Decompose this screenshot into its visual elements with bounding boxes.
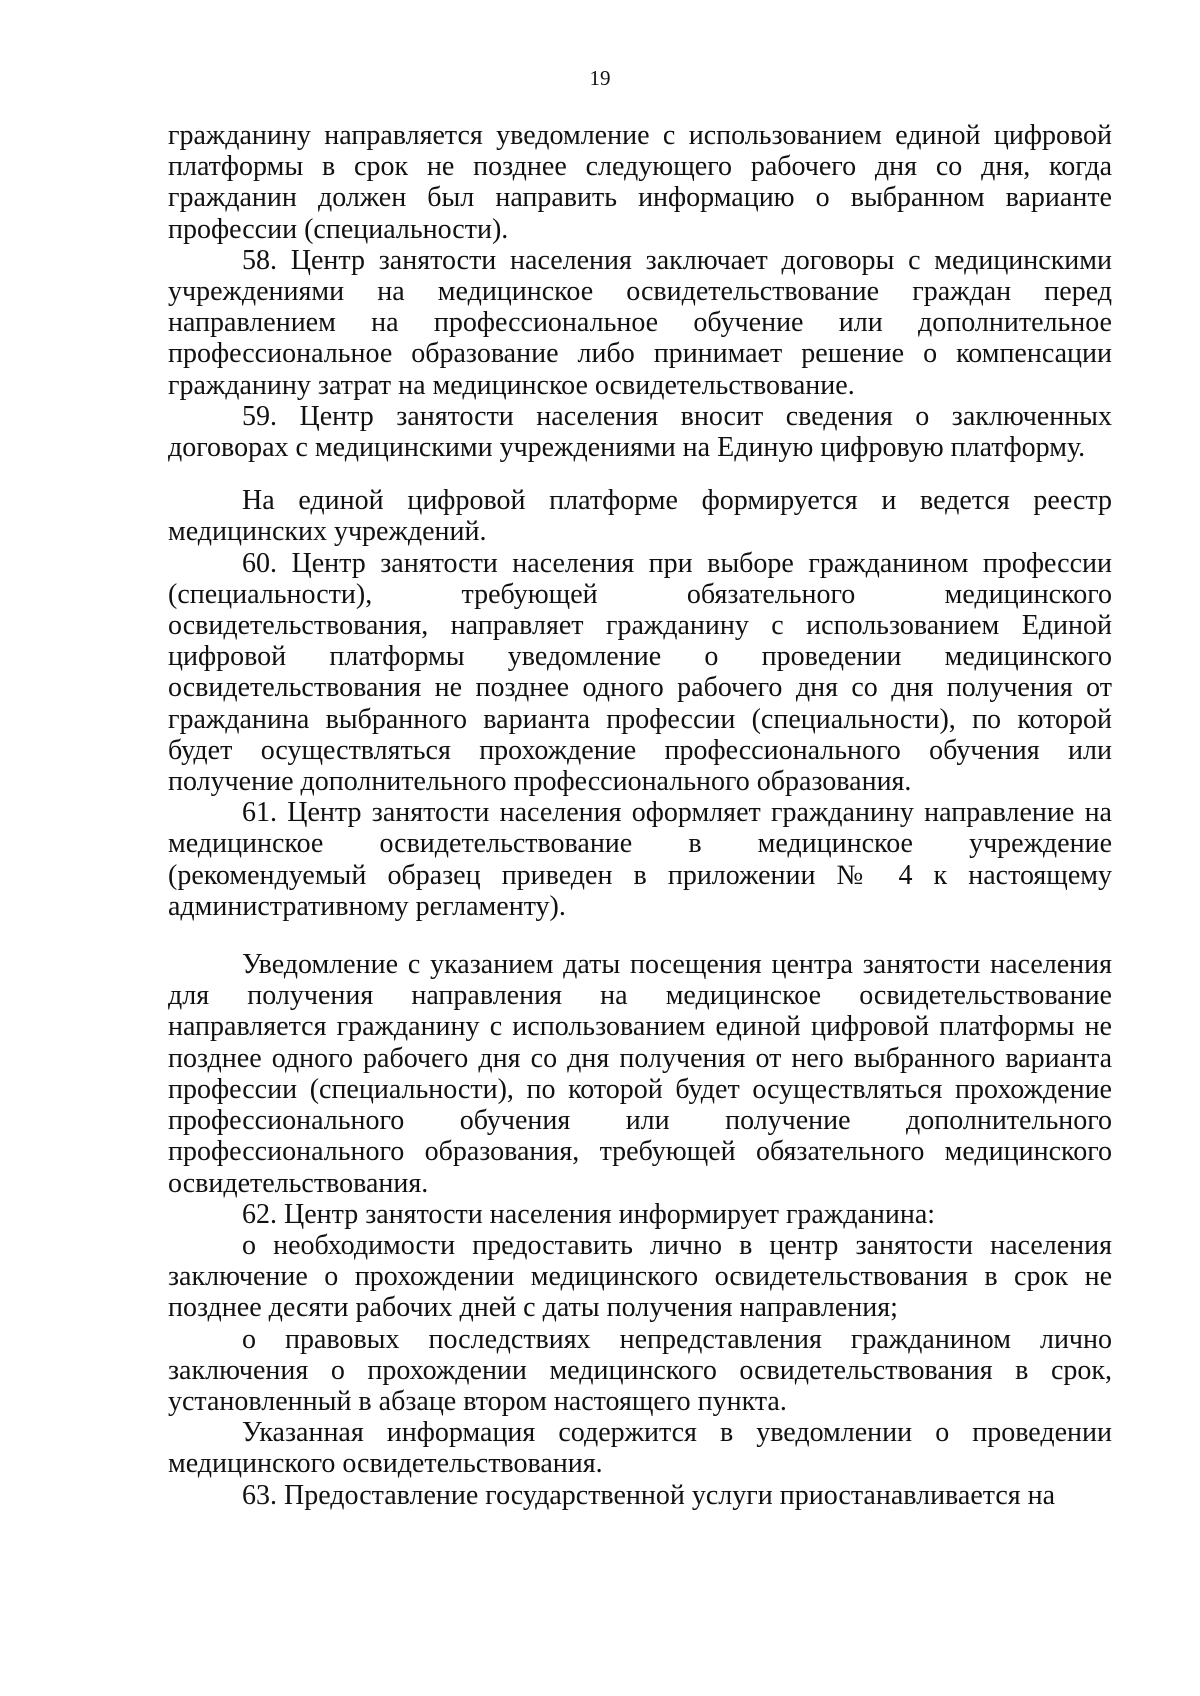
paragraph-62: 62. Центр занятости населения информирует гражданина:: [242, 1198, 936, 1230]
paragraph-59: 59. Центр занятости населения вносит сведения о заключенных договорах с медицинскими учреждениями на Единую цифровую платформу.: [168, 400, 1112, 464]
paragraph-registry: На единой цифровой платформе формируется и ведется реестр медицинских учреждений.: [168, 485, 1112, 548]
paragraph-62-item-1: о необходимости предоставить лично в центр занятости населения заключение о прохождении медицинского освидетельствования в срок не позднее десяти рабочих дней с даты получения направления;: [168, 1229, 1112, 1324]
paragraph-62-item-2: о правовых последствиях непредставления гражданином лично заключения о прохождении медицинского освидетельствования в срок, установленный в абзаце втором настоящего пункта.: [168, 1323, 1112, 1417]
paragraph-58: 58. Центр занятости населения заключает договоры с медицинскими учреждениями на медицинское освидетельствование граждан перед направлением на профессиональное обучение или дополнительное профессиональное образование либо принимает решение о компенсации гражданину затрат на медицинское освидетельствование.: [168, 244, 1112, 401]
page-number: 19: [589, 66, 611, 90]
document-body: [168, 120, 1112, 1511]
paragraph-info: Указанная информация содержится в уведомлении о проведении медицинского освидетельствования.: [168, 1417, 1112, 1480]
paragraph-60: 60. Центр занятости населения при выборе гражданином профессии (специальности), требующей обязательного медицинского освидетельствования, направляет гражданину с использованием Единой цифровой платформы уведомление о проведении медицинского освидетельствования не позднее одного рабочего дня со дня получения от гражданина выбранного варианта профессии (специальности), по которой будет осуществляться прохождение профессионального обучения или получение дополнительного профессионального образования.: [168, 547, 1112, 798]
paragraph-63: 63. Предоставление государственной услуги приостанавливается на: [242, 1479, 1056, 1511]
paragraph-61: 61. Центр занятости населения оформляет гражданину направление на медицинское освидетельствование в медицинское учреждение (рекомендуемый образец приведен в приложении № 4 к настоящему административному регламенту).: [168, 797, 1112, 922]
paragraph-notification: Уведомление с указанием даты посещения центра занятости населения для получения направления на медицинское освидетельствование направляется гражданину с использованием единой цифровой платформы не позднее одного рабочего дня со дня получения от него выбранного варианта профессии (специальности), по которой будет осуществляться прохождение профессионального обучения или получение дополнительного профессионального образования, требующей обязательного медицинского освидетельствования.: [168, 949, 1112, 1199]
paragraph-continuation: гражданину направляется уведомление с использованием единой цифровой платформы в срок не позднее следующего рабочего дня со дня, когда гражданин должен был направить информацию о выбранном варианте профессии (специальности).: [168, 120, 1112, 245]
